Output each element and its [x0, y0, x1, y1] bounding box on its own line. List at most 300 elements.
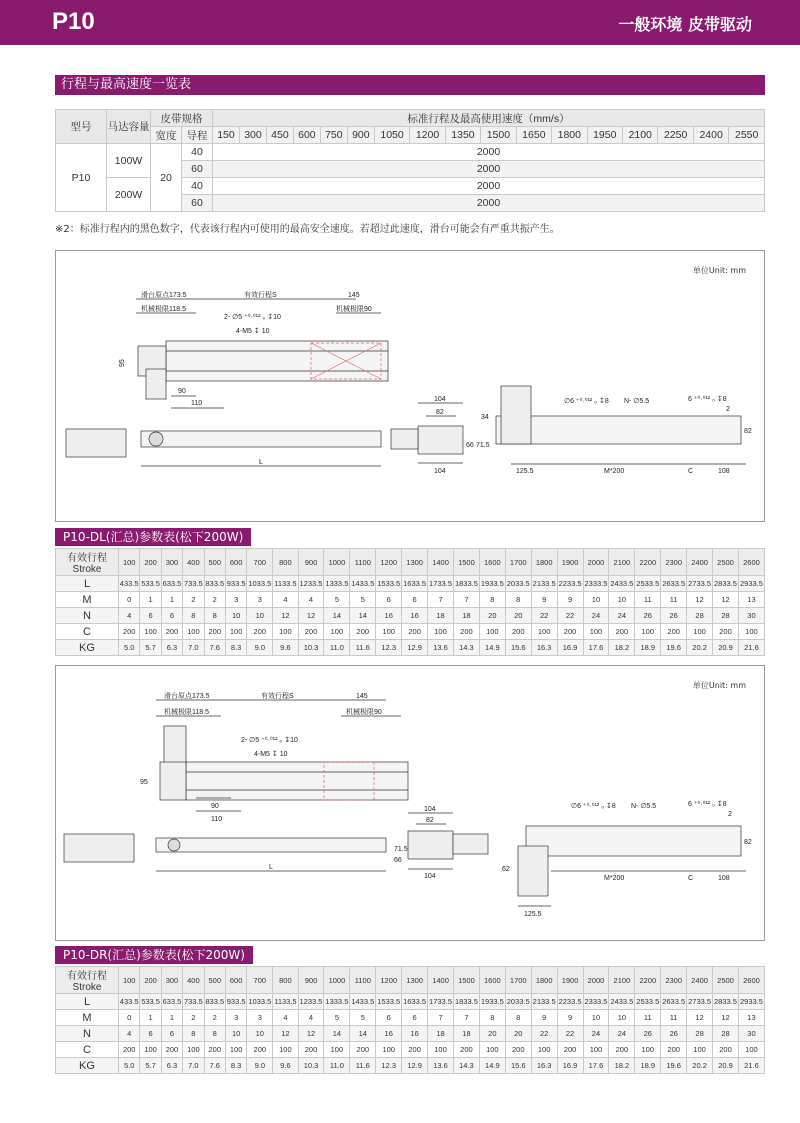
table-cell: 5.7: [140, 1058, 161, 1074]
stroke-header-cell: 1800: [552, 127, 587, 144]
dim-hole2: 4-M5 ↧ 10: [236, 328, 270, 335]
dim-125-5: 125.5: [524, 911, 542, 918]
motor-bottom: [518, 846, 548, 896]
col-model: 型号: [56, 110, 107, 144]
table-cell: 17.6: [583, 1058, 609, 1074]
width-cell: 20: [151, 144, 182, 212]
dim-104b: 104: [424, 873, 436, 880]
table-cell: 900: [298, 967, 324, 994]
table-row: [56, 1026, 765, 1042]
table-cell: 200: [402, 1042, 428, 1058]
motor-100w-cell: 100W: [107, 144, 151, 178]
table-cell: 26: [661, 608, 687, 624]
col-motor-label: 马达容量: [107, 121, 150, 133]
speed-cell: 2000: [213, 144, 765, 161]
table-cell: 12: [687, 1010, 713, 1026]
table-cell: 2933.5: [738, 994, 764, 1010]
row-label: N: [56, 1026, 119, 1042]
motor-side: [66, 429, 126, 457]
table-cell: 1533.5: [376, 576, 402, 592]
table-cell: 2400: [687, 967, 713, 994]
table-cell: 800: [273, 967, 298, 994]
dim-82: 82: [426, 817, 434, 824]
table-cell: 1833.5: [453, 576, 479, 592]
table-cell: 9.0: [247, 1058, 273, 1074]
table-cell: 700: [247, 967, 273, 994]
motor-bottom: [501, 386, 531, 444]
table-cell: 1700: [505, 549, 531, 576]
table-cell: 200: [609, 624, 635, 640]
dim-110: 110: [191, 400, 203, 407]
table-cell: 1433.5: [350, 576, 376, 592]
table-cell: 100: [324, 624, 350, 640]
table-cell: 14: [324, 608, 350, 624]
row-label: C: [56, 624, 119, 640]
table-cell: 19.6: [661, 1058, 687, 1074]
table-cell: 2033.5: [505, 576, 531, 592]
table-cell: 1800: [531, 549, 557, 576]
footnote: ※2：标准行程内的黑色数字，代表该行程内可使用的最高安全速度。若超过此速度，滑台可能会有严重共振产生。: [55, 224, 560, 235]
pulley: [149, 432, 163, 446]
table-cell: 11.0: [324, 1058, 350, 1074]
row-label: KG: [56, 640, 119, 656]
table-cell: 22: [557, 608, 583, 624]
table-cell: 200: [161, 624, 182, 640]
table-cell: 2300: [661, 549, 687, 576]
table-cell: 20.9: [713, 1058, 739, 1074]
table-cell: 200: [453, 624, 479, 640]
table-cell: 200: [204, 1042, 225, 1058]
table-cell: 2500: [713, 967, 739, 994]
table-cell: 6: [161, 1026, 182, 1042]
table-cell: 100: [479, 1042, 505, 1058]
table-cell: 14.9: [479, 640, 505, 656]
table-row: [56, 640, 765, 656]
dim-66: 66: [394, 857, 402, 864]
col-belt: 皮带规格: [151, 110, 213, 127]
table-cell: 6: [140, 1026, 161, 1042]
dim-origin: 滑台原点173.5: [141, 292, 187, 299]
table-cell: 30: [738, 608, 764, 624]
dim-c: C: [688, 875, 694, 882]
table-cell: 18: [428, 1026, 454, 1042]
table-cell: 28: [687, 608, 713, 624]
dimension-drawing-dr: [55, 665, 765, 941]
dim-6: 6 ⁺⁰·⁰¹² ₀ ↧8: [688, 396, 727, 403]
section-title-bar: 行程与最高速度一览表: [55, 75, 765, 95]
table-cell: 5.0: [119, 1058, 140, 1074]
table-cell: 200: [140, 967, 161, 994]
table-cell: 200: [557, 1042, 583, 1058]
table-cell: 28: [713, 1026, 739, 1042]
page-header: [0, 0, 800, 45]
dim-2: 2: [728, 811, 732, 818]
table-cell: 1: [140, 1010, 161, 1026]
dim-110: 110: [211, 816, 223, 823]
table-cell: 1500: [453, 549, 479, 576]
table-cell: 20: [505, 608, 531, 624]
row-label: 有效行程Stroke: [56, 967, 119, 994]
table-cell: 1: [161, 592, 182, 608]
table-cell: 200: [505, 1042, 531, 1058]
table-cell: 2200: [635, 549, 661, 576]
table-cell: 200: [204, 624, 225, 640]
table-cell: 20: [479, 608, 505, 624]
stroke-header-cell: 450: [266, 127, 293, 144]
table-cell: 1933.5: [479, 994, 505, 1010]
table-cell: 1100: [350, 549, 376, 576]
col-lead: 导程: [182, 127, 213, 144]
table-cell: 1000: [324, 549, 350, 576]
table-cell: 6: [161, 608, 182, 624]
pulley: [168, 839, 180, 851]
table-cell: 5: [350, 592, 376, 608]
lead-cell: 40: [182, 144, 213, 161]
rail-top-view: [166, 341, 388, 381]
table-cell: 24: [609, 1026, 635, 1042]
table-cell: 200: [247, 624, 273, 640]
table-cell: 100: [428, 1042, 454, 1058]
dim-c: C: [688, 468, 694, 475]
dim-82: 82: [436, 409, 444, 416]
table-cell: 20.9: [713, 640, 739, 656]
table-cell: 2133.5: [531, 576, 557, 592]
table-cell: 2600: [738, 549, 764, 576]
stroke-header-cell: 1950: [587, 127, 622, 144]
table-cell: 600: [225, 549, 246, 576]
table-cell: 10: [609, 1010, 635, 1026]
table-cell: 100: [140, 1042, 161, 1058]
table-cell: 5: [324, 592, 350, 608]
table-cell: 18: [453, 1026, 479, 1042]
table-row: [56, 592, 765, 608]
table-cell: 22: [531, 608, 557, 624]
table-cell: 100: [183, 624, 204, 640]
table-cell: 200: [350, 1042, 376, 1058]
table-cell: 100: [583, 624, 609, 640]
table-cell: 15.6: [505, 640, 531, 656]
table-cell: 2333.5: [583, 576, 609, 592]
table-cell: 600: [225, 967, 246, 994]
table-cell: 26: [661, 1026, 687, 1042]
table-cell: 100: [738, 1042, 764, 1058]
drawing-dr-svg: [56, 666, 764, 940]
table-cell: 13: [738, 1010, 764, 1026]
table-cell: 8: [183, 608, 204, 624]
table-cell: 11: [661, 592, 687, 608]
table-cell: 10: [225, 608, 246, 624]
table-cell: 28: [713, 608, 739, 624]
table-cell: 933.5: [225, 994, 246, 1010]
row-label: M: [56, 1010, 119, 1026]
lead-cell: 40: [182, 178, 213, 195]
table-cell: 2000: [583, 967, 609, 994]
table-cell: 2200: [635, 967, 661, 994]
stroke-header-cell: 1350: [445, 127, 480, 144]
rail-side-view: [156, 838, 386, 852]
table-cell: 200: [453, 1042, 479, 1058]
row-label: C: [56, 1042, 119, 1058]
table-cell: 12.3: [376, 1058, 402, 1074]
table-cell: 6: [376, 1010, 402, 1026]
param-table-dl: [55, 548, 765, 656]
dim-34: 34: [481, 414, 489, 421]
end-motor: [391, 429, 418, 449]
speed-cell: 2000: [213, 161, 765, 178]
table-cell: 1233.5: [298, 994, 324, 1010]
dim-n55: N- ∅5.5: [631, 803, 657, 810]
table-cell: 18.2: [609, 640, 635, 656]
table-cell: 200: [505, 624, 531, 640]
table-cell: 12: [713, 1010, 739, 1026]
table-cell: 7: [453, 592, 479, 608]
row-label: L: [56, 994, 119, 1010]
table-cell: 1600: [479, 549, 505, 576]
table-cell: 1033.5: [247, 576, 273, 592]
table-cell: 400: [183, 549, 204, 576]
table-cell: 5.7: [140, 640, 161, 656]
stroke-header-cell: 2100: [622, 127, 657, 144]
table-cell: 1300: [402, 967, 428, 994]
drawing-dl-svg: [56, 251, 764, 521]
table-cell: 300: [161, 549, 182, 576]
table-cell: 1700: [505, 967, 531, 994]
table-cell: 200: [119, 1042, 140, 1058]
table-cell: 200: [713, 624, 739, 640]
table-cell: 8.3: [225, 1058, 246, 1074]
table-cell: 1900: [557, 967, 583, 994]
table-cell: 3: [225, 1010, 246, 1026]
dimension-drawing-dl: [55, 250, 765, 522]
table-cell: 10: [609, 592, 635, 608]
table-cell: 26: [635, 608, 661, 624]
table-cell: 533.5: [140, 994, 161, 1010]
stroke-header-cell: 2550: [729, 127, 765, 144]
table-cell: 6: [402, 1010, 428, 1026]
end-motor: [453, 834, 488, 854]
table-cell: 24: [583, 608, 609, 624]
table-cell: 833.5: [204, 994, 225, 1010]
table-cell: 1933.5: [479, 576, 505, 592]
table-cell: 100: [687, 1042, 713, 1058]
dim-90: 90: [178, 388, 186, 395]
table-cell: 2733.5: [687, 994, 713, 1010]
table-cell: 7: [428, 592, 454, 608]
rail-side-view: [141, 431, 381, 447]
table-cell: 933.5: [225, 576, 246, 592]
table-cell: 18.9: [635, 1058, 661, 1074]
table-cell: 2433.5: [609, 994, 635, 1010]
table-cell: 9: [531, 1010, 557, 1026]
table-cell: 16.9: [557, 640, 583, 656]
table-cell: 7.6: [204, 640, 225, 656]
stroke-header-cell: 1200: [410, 127, 445, 144]
table-cell: 16: [376, 608, 402, 624]
dim-mech-right: 机械极限90: [346, 709, 382, 716]
table-cell: 12.9: [402, 1058, 428, 1074]
table-row: [56, 549, 765, 576]
table-cell: 10: [247, 608, 273, 624]
table-cell: 100: [583, 1042, 609, 1058]
table-cell: 833.5: [204, 576, 225, 592]
table-cell: 12: [687, 592, 713, 608]
table-cell: 2600: [738, 967, 764, 994]
col-motor: [107, 110, 151, 144]
end-view: [408, 831, 453, 859]
table-cell: 300: [161, 967, 182, 994]
table-cell: 10: [583, 592, 609, 608]
table-cell: 2633.5: [661, 576, 687, 592]
table-cell: 9.6: [273, 640, 298, 656]
table-cell: 633.5: [161, 994, 182, 1010]
dim-m200: M*200: [604, 468, 625, 475]
table-cell: 1100: [350, 967, 376, 994]
table-cell: 3: [225, 592, 246, 608]
table-cell: 16.9: [557, 1058, 583, 1074]
dim-125-5: 125.5: [516, 468, 534, 475]
table-row: [56, 608, 765, 624]
table-cell: 2333.5: [583, 994, 609, 1010]
stroke-speed-table: [55, 109, 765, 212]
table-cell: 1633.5: [402, 994, 428, 1010]
table-cell: 14.3: [453, 1058, 479, 1074]
table-cell: 5: [350, 1010, 376, 1026]
table-cell: 20.2: [687, 1058, 713, 1074]
table-cell: 7.6: [204, 1058, 225, 1074]
table-cell: 3: [247, 592, 273, 608]
table-cell: 200: [247, 1042, 273, 1058]
table-cell: 1900: [557, 549, 583, 576]
table-cell: 12: [273, 608, 298, 624]
motor-body: [146, 369, 166, 399]
table-cell: 8: [479, 592, 505, 608]
table-cell: 200: [161, 1042, 182, 1058]
table-cell: 1333.5: [324, 994, 350, 1010]
dim-95: 95: [140, 779, 148, 786]
table-cell: 100: [479, 624, 505, 640]
table-cell: 6.3: [161, 640, 182, 656]
table-cell: 500: [204, 967, 225, 994]
table-cell: 4: [273, 1010, 298, 1026]
table-cell: 21.6: [738, 1058, 764, 1074]
table-cell: 2433.5: [609, 576, 635, 592]
dim-stroke: 有效行程S: [244, 292, 277, 299]
table-cell: 2: [204, 592, 225, 608]
table-cell: 533.5: [140, 576, 161, 592]
table-cell: 200: [140, 549, 161, 576]
lead-cell: 60: [182, 195, 213, 212]
table-cell: 12: [298, 608, 324, 624]
table-cell: 2500: [713, 549, 739, 576]
table-cell: 1733.5: [428, 576, 454, 592]
dim-145: 145: [348, 292, 360, 299]
table-cell: 18.2: [609, 1058, 635, 1074]
table-row: [56, 576, 765, 592]
table-cell: 100: [635, 624, 661, 640]
stroke-header-cell: 2250: [658, 127, 693, 144]
table-cell: 13: [738, 592, 764, 608]
dim-104a: 104: [434, 396, 446, 403]
dim-95: 95: [119, 359, 126, 367]
dim-n55: N- ∅5.5: [624, 398, 650, 405]
table-cell: 14: [324, 1026, 350, 1042]
motor-200w-cell: 200W: [107, 178, 151, 212]
table-cell: 9.0: [247, 640, 273, 656]
table-cell: 21.6: [738, 640, 764, 656]
table-cell: 2733.5: [687, 576, 713, 592]
table-cell: 733.5: [183, 576, 204, 592]
table-cell: 8: [204, 608, 225, 624]
table-cell: 1133.5: [273, 994, 298, 1010]
table-cell: 12.9: [402, 640, 428, 656]
motor-block: [164, 726, 186, 764]
table-cell: 11.6: [350, 1058, 376, 1074]
table-row: [56, 1010, 765, 1026]
table-cell: 4: [298, 592, 324, 608]
dim-phi6: ∅6 ⁺⁰·⁰¹² ₀ ↧8: [571, 803, 616, 810]
dim-m200: M*200: [604, 875, 625, 882]
table-cell: 1533.5: [376, 994, 402, 1010]
table-cell: 200: [119, 624, 140, 640]
table-cell: 200: [402, 624, 428, 640]
table-cell: 1233.5: [298, 576, 324, 592]
table-cell: 200: [350, 624, 376, 640]
table-cell: 2533.5: [635, 576, 661, 592]
table-cell: 5.0: [119, 640, 140, 656]
table-cell: 100: [225, 1042, 246, 1058]
table-cell: 1333.5: [324, 576, 350, 592]
table-cell: 2100: [609, 549, 635, 576]
table-cell: 14.3: [453, 640, 479, 656]
table-cell: 200: [661, 624, 687, 640]
table-cell: 4: [298, 1010, 324, 1026]
table-cell: 14: [350, 608, 376, 624]
dim-90: 90: [211, 803, 219, 810]
table-cell: 100: [376, 624, 402, 640]
table-cell: 11: [661, 1010, 687, 1026]
table-cell: 1800: [531, 967, 557, 994]
table-cell: 16: [402, 608, 428, 624]
table-cell: 2100: [609, 967, 635, 994]
table-cell: 100: [119, 967, 140, 994]
dim-66: 66: [466, 442, 474, 449]
table-cell: 1200: [376, 967, 402, 994]
dim-104b: 104: [434, 468, 446, 475]
table-cell: 16.3: [531, 1058, 557, 1074]
table-cell: 26: [635, 1026, 661, 1042]
table-cell: 13.6: [428, 1058, 454, 1074]
dim-L: L: [259, 459, 263, 466]
table-cell: 13.6: [428, 640, 454, 656]
table-cell: 11: [635, 592, 661, 608]
motor-side: [64, 834, 134, 862]
table-cell: 4: [273, 592, 298, 608]
table-cell: 4: [119, 1026, 140, 1042]
table-cell: 2233.5: [557, 576, 583, 592]
model-cell: P10: [56, 144, 107, 212]
unit-label: 单位Unit: mm: [692, 681, 746, 690]
table-cell: 0: [119, 592, 140, 608]
table-cell: 10: [247, 1026, 273, 1042]
table-cell: 3: [247, 1010, 273, 1026]
table-cell: 1833.5: [453, 994, 479, 1010]
table-cell: 14.9: [479, 1058, 505, 1074]
stroke-header-cell: 750: [320, 127, 347, 144]
table-cell: 2833.5: [713, 576, 739, 592]
table-cell: 1000: [324, 967, 350, 994]
table-cell: 10: [225, 1026, 246, 1042]
dim-mech-right: 机械极限90: [336, 306, 372, 313]
